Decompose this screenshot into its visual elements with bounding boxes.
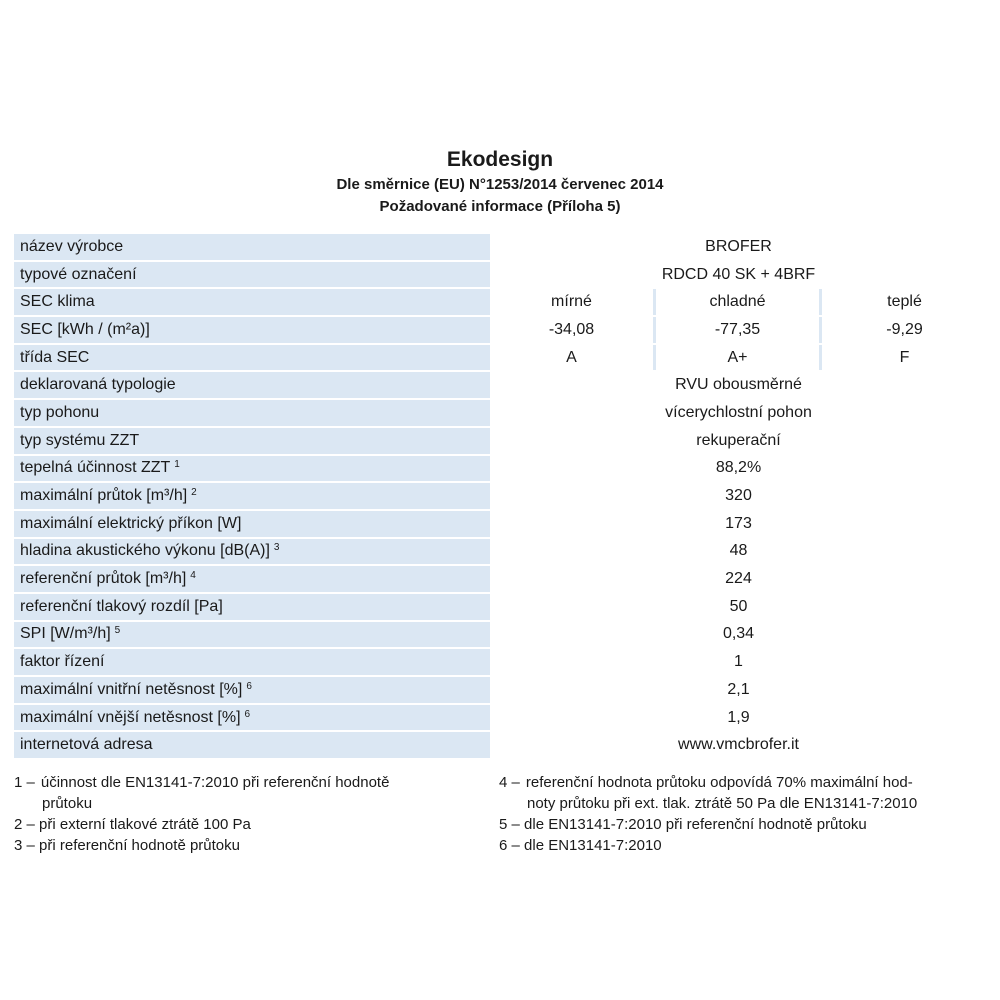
row-value: 0,34 bbox=[487, 622, 987, 648]
footnote-text: referenční hodnota průtoku odpovídá 70% maximální hod- bbox=[525, 774, 913, 791]
table-row bbox=[14, 622, 987, 648]
footnote-6: 6 – dle EN13141-7:2010 bbox=[499, 837, 662, 854]
table-row bbox=[14, 566, 987, 592]
footnote-4 bbox=[499, 772, 989, 793]
row-value: 224 bbox=[487, 566, 987, 592]
sec-warm: -9,29 bbox=[819, 317, 987, 343]
label-text: hladina akustického výkonu [dB(A)] bbox=[20, 542, 270, 560]
table-row bbox=[14, 456, 987, 482]
row-label: typ systému ZZT bbox=[14, 428, 487, 454]
label-text: SPI [W/m³/h] bbox=[20, 625, 111, 643]
row-value: 173 bbox=[487, 511, 987, 537]
table-row bbox=[14, 428, 987, 454]
climate-cold: chladné bbox=[653, 289, 819, 315]
row-value: 88,2% bbox=[487, 456, 987, 482]
row-label: maximální elektrický příkon [W] bbox=[14, 511, 487, 537]
label-text: referenční průtok [m³/h] bbox=[20, 570, 187, 588]
row-label bbox=[14, 677, 487, 703]
row-label bbox=[14, 622, 487, 648]
footnote-1 bbox=[14, 772, 484, 793]
table-row bbox=[14, 234, 987, 260]
footnote-ref: 5 bbox=[114, 625, 121, 637]
table-row bbox=[14, 372, 987, 398]
table-row bbox=[14, 400, 987, 426]
table-row bbox=[14, 677, 987, 703]
class-warm: F bbox=[819, 345, 987, 371]
row-value: RVU obousměrné bbox=[487, 372, 987, 398]
label-text: maximální vnitřní netěsnost [%] bbox=[20, 680, 243, 698]
row-label: SEC [kWh / (m²a)] bbox=[14, 317, 487, 343]
footnote-4-continued: noty průtoku při ext. tlak. ztrátě 50 Pa dle EN13141-7:2010 bbox=[527, 795, 918, 812]
footnote-ref: 3 bbox=[273, 542, 280, 554]
table-row bbox=[14, 317, 987, 343]
row-label: deklarovaná typologie bbox=[14, 372, 487, 398]
class-mild: A bbox=[487, 345, 653, 371]
table-row bbox=[14, 705, 987, 731]
row-label bbox=[14, 456, 487, 482]
footnote-ref: 6 bbox=[246, 680, 252, 692]
sec-cold: -77,35 bbox=[653, 317, 819, 343]
footnote-5: 5 – dle EN13141-7:2010 při referenční hodnotě průtoku bbox=[499, 816, 867, 833]
row-value: RDCD 40 SK + 4BRF bbox=[487, 262, 987, 288]
footnotes-left bbox=[14, 772, 484, 856]
row-label bbox=[14, 539, 487, 565]
row-label: internetová adresa bbox=[14, 732, 487, 758]
page-title: Ekodesign bbox=[446, 148, 554, 171]
row-value: BROFER bbox=[487, 234, 987, 260]
footnote-text: účinnost dle EN13141-7:2010 při referenční hodnotě bbox=[40, 774, 390, 791]
footnotes-right bbox=[499, 772, 989, 856]
row-value: 48 bbox=[487, 539, 987, 565]
info-subtitle: Požadované informace (Příloha 5) bbox=[379, 198, 621, 215]
directive-subtitle: Dle směrnice (EU) N°1253/2014 červenec 2014 bbox=[336, 176, 664, 193]
ecodesign-table bbox=[14, 232, 987, 760]
footnote-number: 1 – bbox=[14, 774, 35, 791]
footnote-ref: 1 bbox=[174, 459, 180, 471]
table-row bbox=[14, 732, 987, 758]
row-value: 320 bbox=[487, 483, 987, 509]
label-text: maximální průtok [m³/h] bbox=[20, 487, 188, 505]
row-label bbox=[14, 483, 487, 509]
table-row bbox=[14, 594, 987, 620]
table-row bbox=[14, 262, 987, 288]
table-row bbox=[14, 649, 987, 675]
table-row bbox=[14, 511, 987, 537]
row-label: typ pohonu bbox=[14, 400, 487, 426]
row-label: referenční tlakový rozdíl [Pa] bbox=[14, 594, 487, 620]
climate-warm: teplé bbox=[819, 289, 987, 315]
row-label: faktor řízení bbox=[14, 649, 487, 675]
row-value: 50 bbox=[487, 594, 987, 620]
label-text: maximální vnější netěsnost [%] bbox=[20, 708, 241, 726]
row-label: název výrobce bbox=[14, 234, 487, 260]
table-row bbox=[14, 345, 987, 371]
footnote-2: 2 – při externí tlakové ztrátě 100 Pa bbox=[14, 816, 251, 833]
row-value: 1 bbox=[487, 649, 987, 675]
climate-mild: mírné bbox=[487, 289, 653, 315]
footnote-ref: 6 bbox=[244, 708, 251, 720]
footnote-1-continued: průtoku bbox=[42, 795, 93, 812]
table-row bbox=[14, 289, 987, 315]
label-text: tepelná účinnost ZZT bbox=[20, 459, 171, 477]
row-label: SEC klima bbox=[14, 289, 487, 315]
class-cold: A+ bbox=[653, 345, 819, 371]
row-value: rekuperační bbox=[487, 428, 987, 454]
website-link[interactable]: www.vmcbrofer.it bbox=[487, 732, 987, 758]
document-header bbox=[0, 146, 1000, 218]
footnote-3: 3 – při referenční hodnotě průtoku bbox=[14, 837, 240, 854]
row-label bbox=[14, 705, 487, 731]
table-row bbox=[14, 539, 987, 565]
table-row bbox=[14, 483, 987, 509]
footnote-number: 4 – bbox=[499, 774, 520, 791]
row-value: vícerychlostní pohon bbox=[487, 400, 987, 426]
footnote-ref: 4 bbox=[190, 570, 196, 582]
row-value: 1,9 bbox=[487, 705, 987, 731]
row-label: typové označení bbox=[14, 262, 487, 288]
sec-mild: -34,08 bbox=[487, 317, 653, 343]
row-label: třída SEC bbox=[14, 345, 487, 371]
row-label bbox=[14, 566, 487, 592]
row-value: 2,1 bbox=[487, 677, 987, 703]
footnote-ref: 2 bbox=[191, 487, 197, 499]
